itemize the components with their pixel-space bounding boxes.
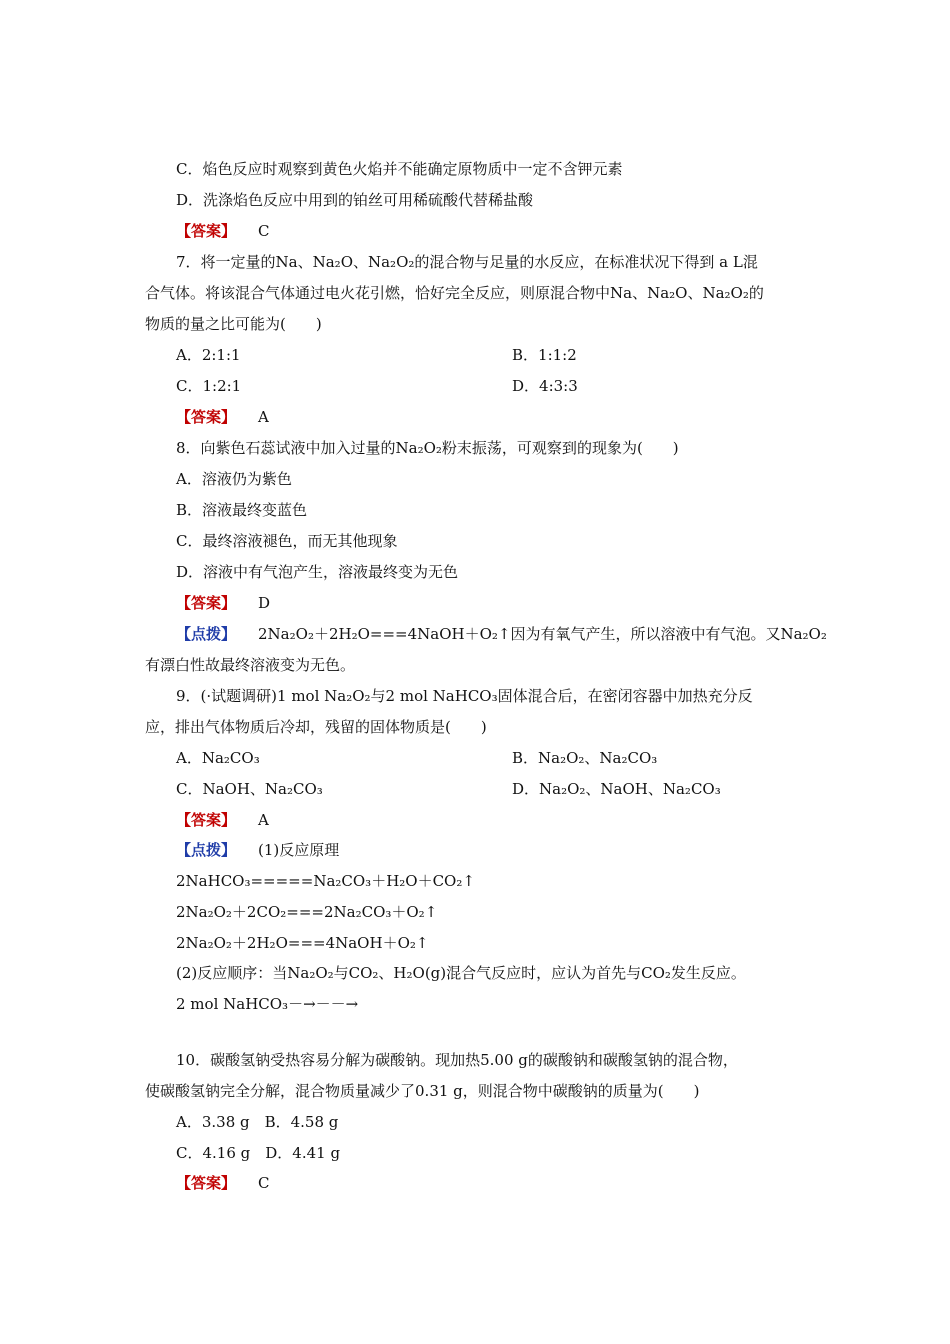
q9-flow: 2 mol NaHCO₃－→－－→ — [176, 995, 359, 1013]
hint-text: 2Na₂O₂＋2H₂O===4NaOH＋O₂↑因为有氧气产生，所以溶液中有气泡。又Na₂O₂ — [258, 625, 827, 643]
q7-option-b: B．1:1:2 — [512, 346, 577, 364]
answer-value: C — [258, 222, 270, 240]
q8-stem: 8．向紫色石蕊试液中加入过量的Na₂O₂粉末振荡，可观察到的现象为( ) — [176, 439, 679, 457]
q8-option-b: B．溶液最终变蓝色 — [176, 501, 308, 519]
hint-tag: 【点拨】 — [176, 625, 237, 643]
q8-hint — [176, 624, 827, 644]
q9-stem-line2: 应，排出气体物质后冷却，残留的固体物质是( ) — [145, 718, 487, 736]
answer-value: C — [258, 1174, 270, 1192]
answer-tag: 【答案】 — [176, 1174, 237, 1192]
answer-tag: 【答案】 — [176, 222, 237, 240]
q7-option-c: C．1:2:1 — [176, 377, 242, 395]
q7-option-a: A．2:1:1 — [176, 346, 241, 364]
q8-option-c: C．最终溶液褪色，而无其他现象 — [176, 532, 398, 550]
q7-answer — [176, 407, 269, 427]
answer-value: A — [258, 408, 269, 426]
q7-option-d: D．4:3:3 — [512, 377, 578, 395]
q9-hint — [176, 840, 339, 860]
q10-stem-line2: 使碳酸氢钠完全分解，混合物质量减少了0.31 g，则混合物中碳酸钠的质量为( ) — [145, 1082, 700, 1100]
q6-option-d: D．洗涤焰色反应中用到的铂丝可用稀硫酸代替稀盐酸 — [176, 191, 534, 209]
answer-value: A — [258, 811, 269, 829]
q9-equation-2: 2Na₂O₂＋2CO₂===2Na₂CO₃＋O₂↑ — [176, 903, 438, 921]
q7-stem-line3: 物质的量之比可能为( ) — [145, 315, 322, 333]
q9-equation-3: 2Na₂O₂＋2H₂O===4NaOH＋O₂↑ — [176, 934, 429, 952]
q8-hint-line2: 有漂白性故最终溶液变为无色。 — [145, 656, 356, 674]
q9-answer — [176, 810, 269, 830]
q8-answer — [176, 593, 270, 613]
answer-value: D — [258, 594, 271, 612]
q7-stem-line1: 7．将一定量的Na、Na₂O、Na₂O₂的混合物与足量的水反应，在标准状况下得到 a L混 — [176, 253, 758, 271]
answer-tag: 【答案】 — [176, 811, 237, 829]
q9-equation-1: 2NaHCO₃=====Na₂CO₃＋H₂O＋CO₂↑ — [176, 872, 475, 890]
q9-option-c: C．NaOH、Na₂CO₃ — [176, 780, 323, 798]
q9-option-a: A．Na₂CO₃ — [176, 749, 260, 767]
answer-tag: 【答案】 — [176, 408, 237, 426]
q7-stem-line2: 合气体。将该混合气体通过电火花引燃，恰好完全反应，则原混合物中Na、Na₂O、Na₂O₂的 — [145, 284, 764, 302]
q9-stem-line1: 9．(·试题调研)1 mol Na₂O₂与2 mol NaHCO₃固体混合后，在密闭容器中加热充分反 — [176, 687, 753, 705]
q10-options-ab: A．3.38 g B．4.58 g — [176, 1113, 339, 1131]
q8-option-a: A．溶液仍为紫色 — [176, 470, 292, 488]
q9-reaction-order: (2)反应顺序：当Na₂O₂与CO₂、H₂O(g)混合气反应时，应认为首先与CO₂发生反应。 — [176, 964, 746, 982]
q6-option-c: C．焰色反应时观察到黄色火焰并不能确定原物质中一定不含钾元素 — [176, 160, 623, 178]
hint-tag: 【点拨】 — [176, 841, 237, 859]
q9-option-b: B．Na₂O₂、Na₂CO₃ — [512, 749, 658, 767]
q6-answer — [176, 221, 270, 241]
q10-stem-line1: 10．碳酸氢钠受热容易分解为碳酸钠。现加热5.00 g的碳酸钠和碳酸氢钠的混合物， — [176, 1051, 738, 1069]
q9-option-d: D．Na₂O₂、NaOH、Na₂CO₃ — [512, 780, 721, 798]
q10-options-cd: C．4.16 g D．4.41 g — [176, 1144, 341, 1162]
q10-answer — [176, 1173, 270, 1193]
q8-option-d: D．溶液中有气泡产生，溶液最终变为无色 — [176, 563, 459, 581]
answer-tag: 【答案】 — [176, 594, 237, 612]
hint-title: (1)反应原理 — [258, 841, 340, 859]
